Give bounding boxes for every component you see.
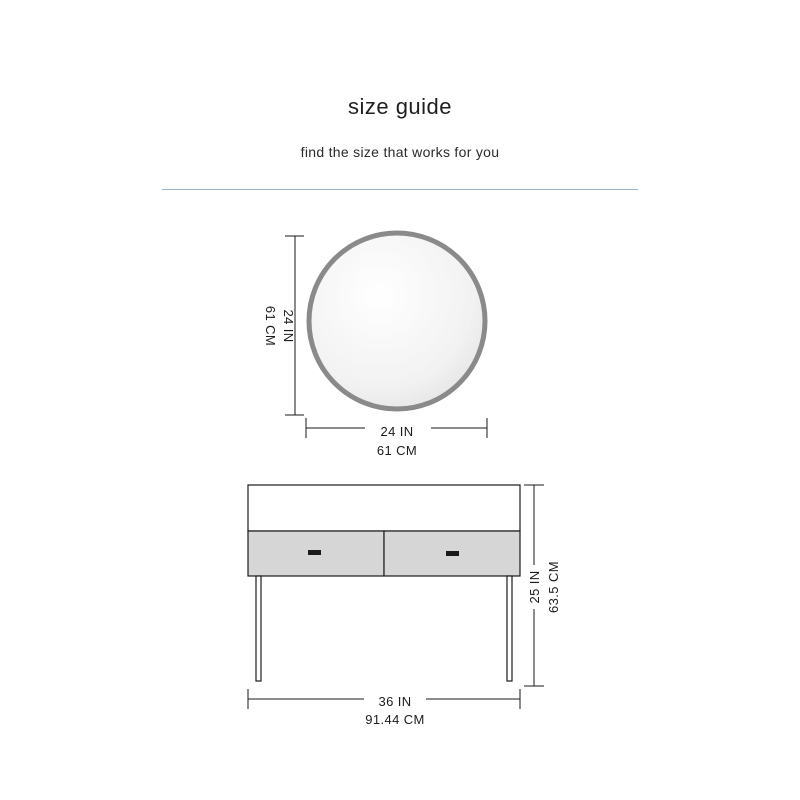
console-height-cm-label: 63.5 CM	[546, 561, 561, 613]
page-subtitle: find the size that works for you	[300, 144, 500, 160]
page-title: size guide	[347, 94, 453, 119]
mirror-width-in-label: 24 IN	[380, 424, 414, 439]
console-width-cm-label: 91.44 CM	[365, 712, 425, 727]
mirror-illustration	[309, 233, 485, 409]
mirror-width-cm-label: 61 CM	[376, 443, 418, 458]
console-illustration	[248, 485, 520, 681]
mirror-frame	[309, 233, 485, 409]
console-width-in-label: 36 IN	[378, 694, 412, 709]
drawer-handle-left	[308, 550, 321, 555]
console-top	[248, 485, 520, 531]
mirror-height-in-label: 24 IN	[281, 309, 296, 343]
console-height-in-label: 25 IN	[527, 570, 542, 604]
console-leg-left	[256, 576, 261, 681]
console-leg-right	[507, 576, 512, 681]
mirror-height-cm-label: 61 CM	[263, 305, 278, 347]
drawer-handle-right	[446, 551, 459, 556]
